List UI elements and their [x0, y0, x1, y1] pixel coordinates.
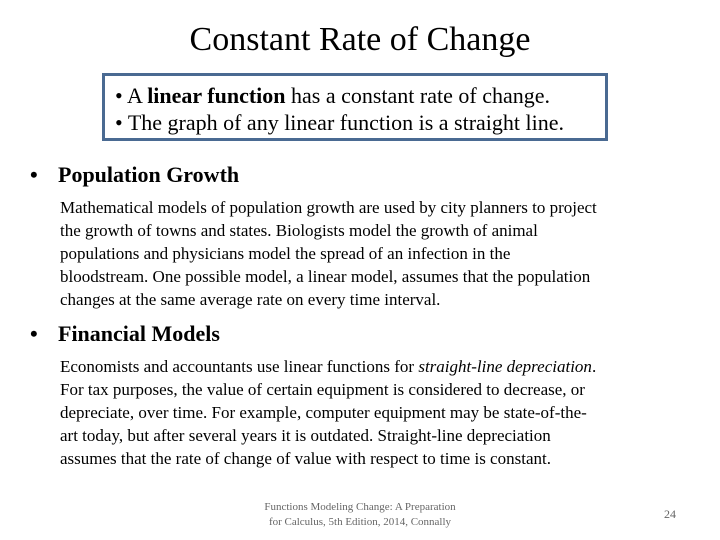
- paragraph-financial-models: [60, 355, 700, 470]
- paragraph-line: [60, 355, 700, 378]
- paragraph-text: .: [591, 357, 597, 376]
- definition-term: linear function: [147, 83, 286, 108]
- section-heading-population-growth: [30, 161, 239, 189]
- section-heading-financial-models: [30, 320, 220, 348]
- bullet-icon: •: [30, 162, 38, 187]
- definition-line-linear-function: [115, 82, 605, 109]
- paragraph-line: For tax purposes, the value of certain equipment is considered to decrease, or: [60, 380, 585, 399]
- slide-title: Constant Rate of Change: [189, 21, 531, 58]
- definition-text-pre: A: [127, 83, 148, 108]
- definition-line-graph: [115, 109, 605, 136]
- paragraph-line: art today, but after several years it is outdated. Straight-line depreciation: [60, 426, 551, 445]
- bullet-icon: •: [30, 321, 38, 346]
- footer-line: Functions Modeling Change: A Preparation: [264, 501, 456, 513]
- page-number: 24: [664, 507, 676, 521]
- bullet-icon: •: [115, 110, 123, 135]
- footer-citation: [230, 500, 490, 530]
- paragraph-line: depreciate, over time. For example, computer equipment may be state-of-the-: [60, 403, 587, 422]
- bullet-icon: •: [115, 83, 123, 108]
- paragraph-text: Economists and accountants use linear functions for: [60, 357, 419, 376]
- paragraph-line: assumes that the rate of change of value with respect to time is constant.: [60, 449, 551, 468]
- definition-text-post: has a constant rate of change.: [285, 83, 551, 108]
- paragraph-line: the growth of towns and states. Biologists model the growth of animal: [60, 221, 538, 240]
- footer-line: for Calculus, 5th Edition, 2014, Connally: [268, 516, 452, 528]
- paragraph-line: populations and physicians model the spread of an infection in the: [60, 244, 511, 263]
- emphasis-term: straight-line depreciation: [418, 357, 592, 376]
- section-heading-text: Financial Models: [58, 321, 220, 346]
- definition-text: The graph of any linear function is a straight line.: [127, 110, 565, 135]
- paragraph-line: changes at the same average rate on every time interval.: [60, 290, 441, 309]
- paragraph-line: bloodstream. One possible model, a linear model, assumes that the population: [60, 267, 591, 286]
- definition-box: [102, 73, 608, 141]
- section-heading-text: Population Growth: [58, 162, 240, 187]
- paragraph-population-growth: [60, 196, 700, 311]
- paragraph-line: Mathematical models of population growth are used by city planners to project: [60, 198, 597, 217]
